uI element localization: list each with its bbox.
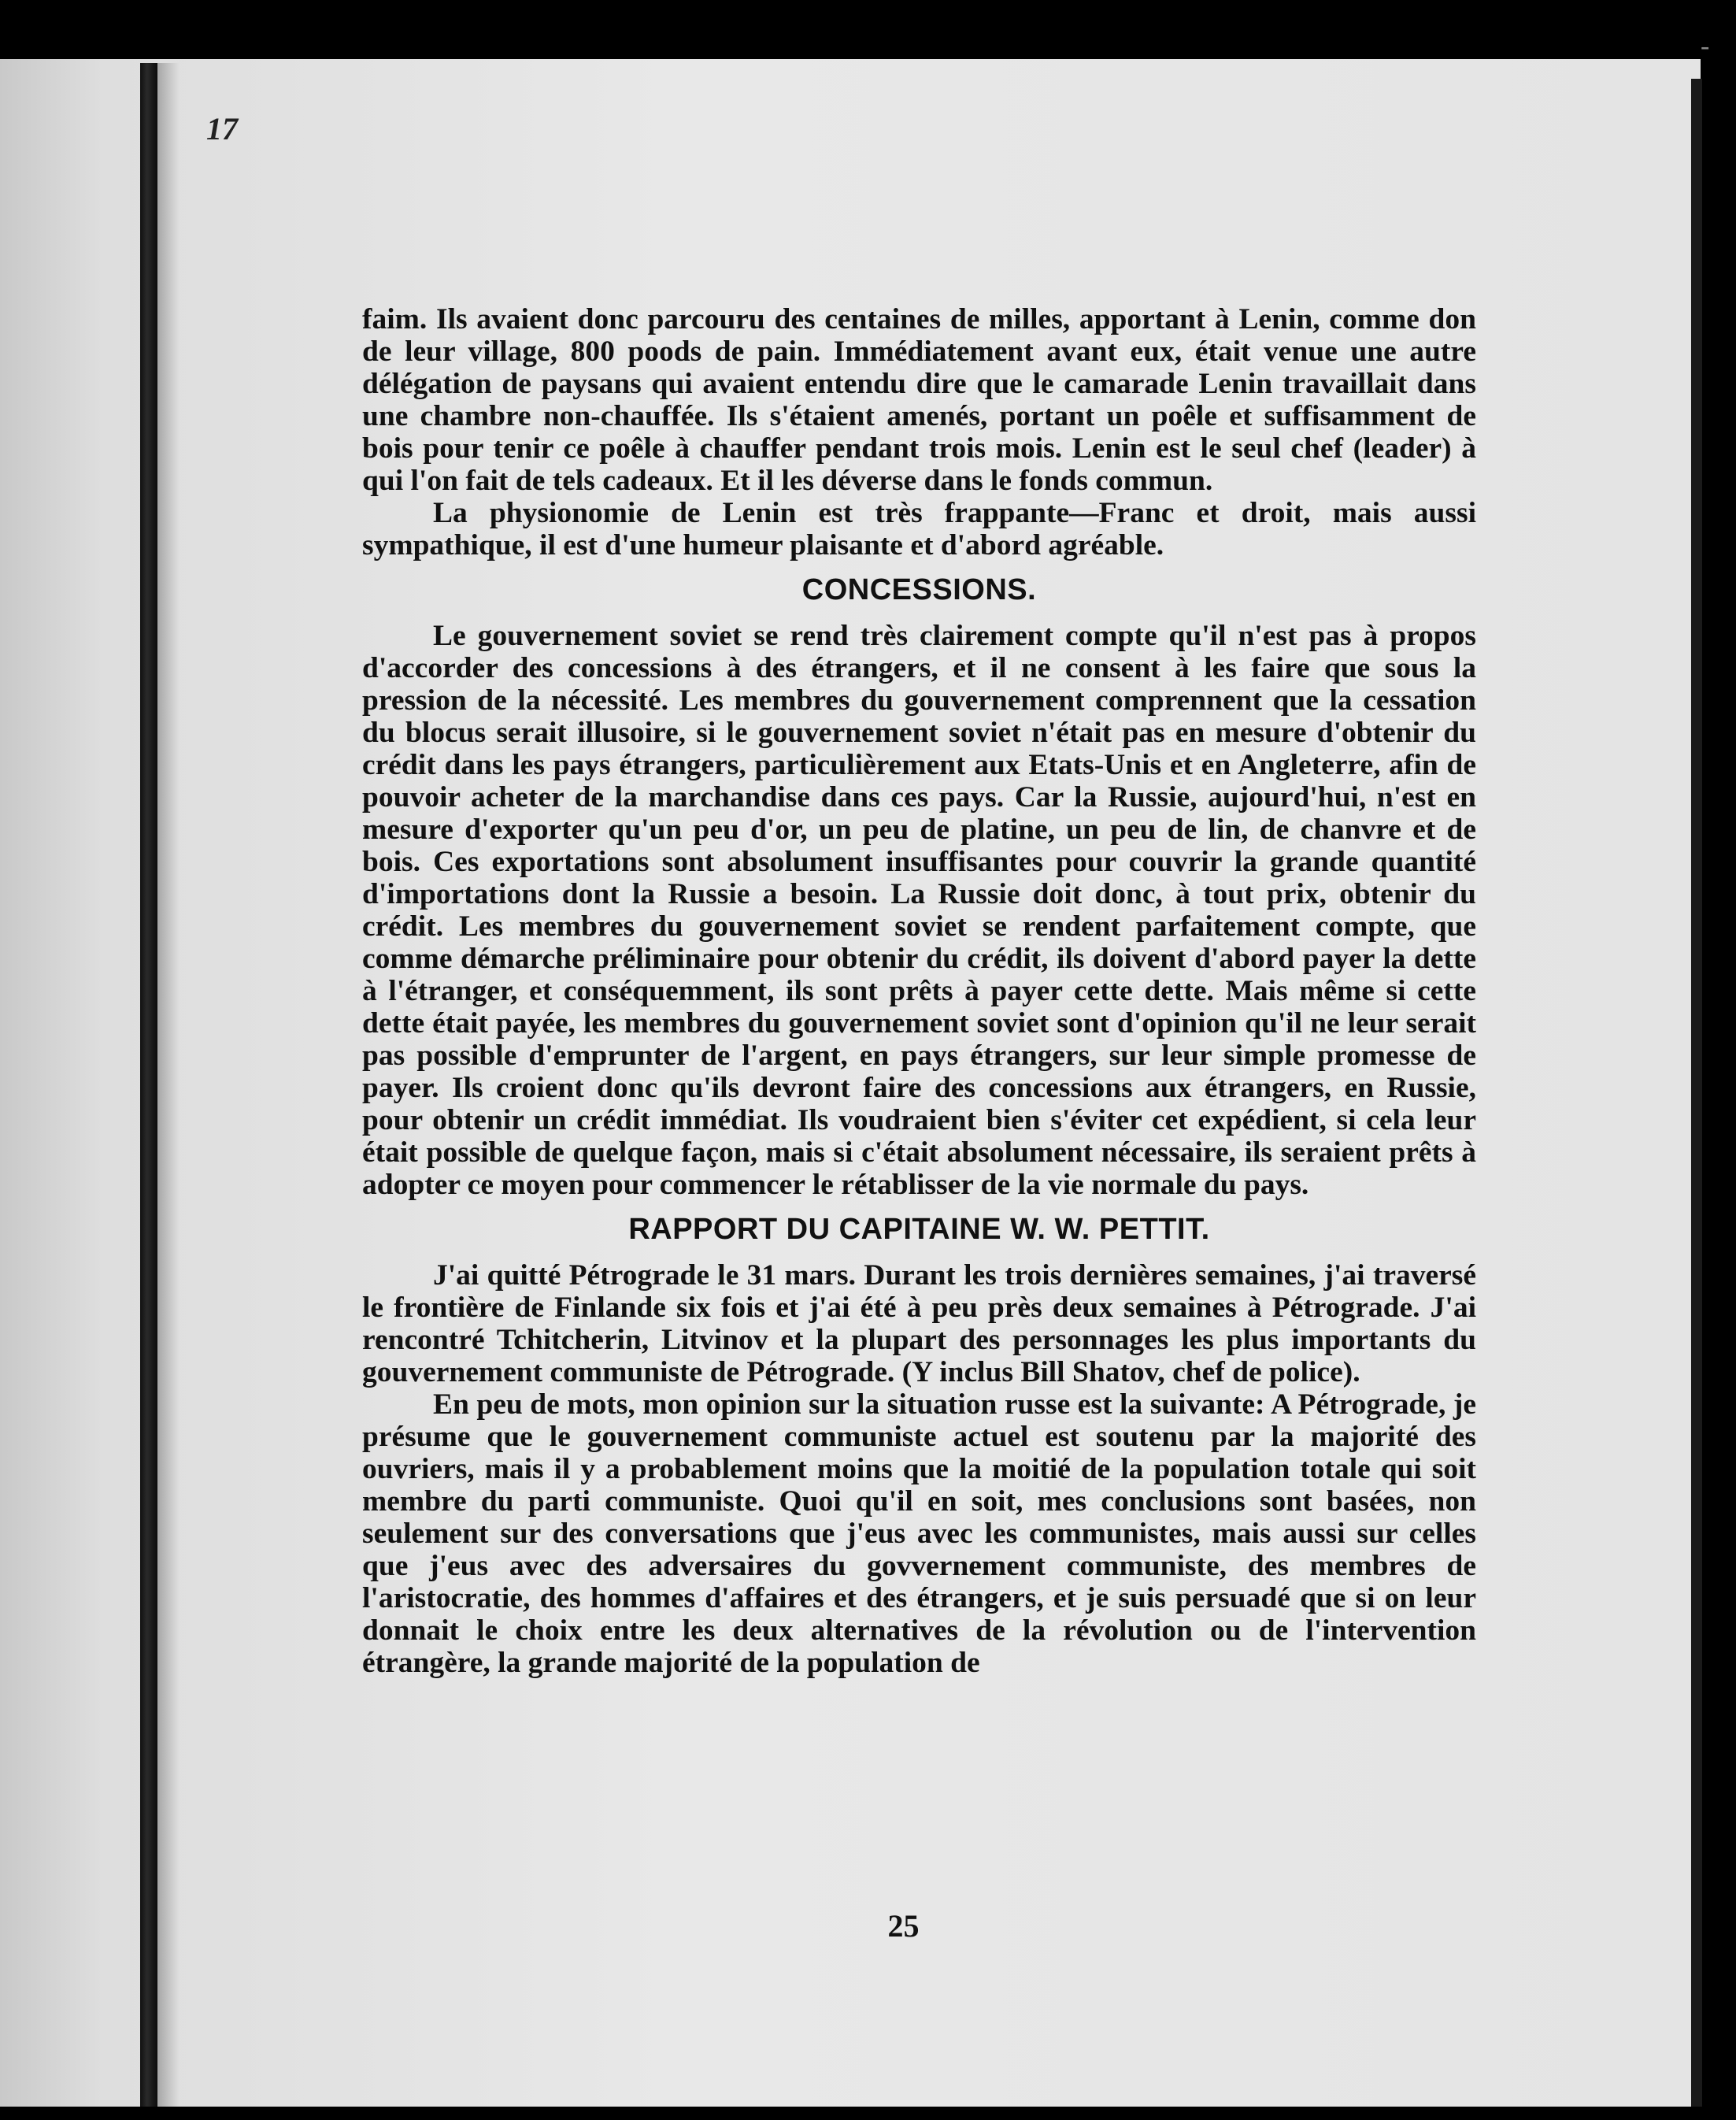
paragraph-continuation: faim. Ils avaient donc parcouru des centaines de milles, apportant à Lenin, comme don de leur village, 800 poods de pain. Immédiatement avant eux, était venue une autre délégation de paysans qui avaient entendu dire que le camarade Lenin travaillait dans une chambre non-chauffée. Ils s'étaient amenés, portant un poêle et suffisamment de bois pour tenir ce poêle à chauffer pendant trois mois. Lenin est le seul chef (leader) à qui l'on fait de tels cadeaux. Et il les déverse dans le fonds commun. xyxy=(362,303,1476,497)
paragraph-concessions: Le gouvernement soviet se rend très clairement compte qu'il n'est pas à propos d'accorder des concessions à des étrangers, et il ne consent à les faire que sous la pression de la nécessité. Les membres du gouvernement comprennent que la cessation du blocus serait illusoire, si le gouvernement soviet n'était pas en mesure d'obtenir du crédit dans les pays étrangers, particulièrement aux Etats-Unis et en Angleterre, afin de pouvoir acheter de la marchandise dans ces pays. Car la Russie, aujourd'hui, n'est en mesure d'exporter qu'un peu d'or, un peu de platine, un peu de lin, de chanvre et de bois. Ces exportations sont absolument insuffisantes pour couvrir la grande quantité d'importations dont la Russie a besoin. La Russie doit donc, à tout prix, obtenir du crédit. Les membres du gouvernement soviet se rendent parfaitement compte, que comme démarche préliminaire pour obtenir du crédit, ils doivent d'abord payer la dette à l'étranger, et conséquemment, ils sont prêts à payer cette dette. Mais même si cette dette était payée, les membres du gouvernement soviet sont d'opinion qu'il ne leur serait pas possible d'emprunter de l'argent, en pays étrangers, sur leur simple promesse de payer. Ils croient donc qu'ils devront faire des concessions aux étrangers, en Russie, pour obtenir un crédit immédiat. Ils voudraient bien s'éviter cet expédient, si cela leur était possible de quelque façon, mais si c'était absolument nécessaire, ils seraient prêts à adopter ce moyen pour commencer le rétablisser de la vie normale du pays. xyxy=(362,620,1476,1201)
page-number: 25 xyxy=(887,1908,920,1944)
page-right-edge xyxy=(1691,79,1702,2107)
corner-mark: - xyxy=(1701,32,1710,61)
folio-mark: 17 xyxy=(206,111,238,146)
binding-shadow xyxy=(157,63,180,2107)
section-heading-concessions: CONCESSIONS. xyxy=(801,573,1037,606)
paragraph-lenin-physionomie: La physionomie de Lenin est très frappante—Franc et droit, mais aussi sympathique, il est d'une humeur plaisante et d'abord agréable. xyxy=(362,497,1476,562)
binding-strip xyxy=(140,63,157,2107)
body-text xyxy=(362,303,1476,1679)
paragraph-pettit-opinion: En peu de mots, mon opinion sur la situation russe est la suivante: A Pétrograde, je présume que le gouvernement communiste actuel est soutenu par la majorité des ouvriers, mais il y a probablement moins que la moitié de la population totale qui soit membre du parti communiste. Quoi qu'il en soit, mes conclusions sont basées, non seulement sur des conversations que j'eus avec les communistes, mais aussi sur celles que j'eus avec des adversaires du govvernement communiste, des membres de l'aristocratie, des hommes d'affaires et des étrangers, et je suis persuadé que si on leur donnait le choix entre les deux alternatives de la révolution ou de l'intervention étrangère, la grande majorité de la population de xyxy=(362,1388,1476,1679)
paragraph-pettit-intro: J'ai quitté Pétrograde le 31 mars. Durant les trois dernières semaines, j'ai traversé le frontière de Finlande six fois et j'ai été à peu près deux semaines à Pétrograde. J'ai rencontré Tchitcherin, Litvinov et la plupart des personnages les plus importants du gouvernement communiste de Pétrograde. (Y inclus Bill Shatov, chef de police). xyxy=(362,1259,1476,1388)
section-heading-rapport-pettit: RAPPORT DU CAPITAINE W. W. PETTIT. xyxy=(628,1213,1210,1246)
